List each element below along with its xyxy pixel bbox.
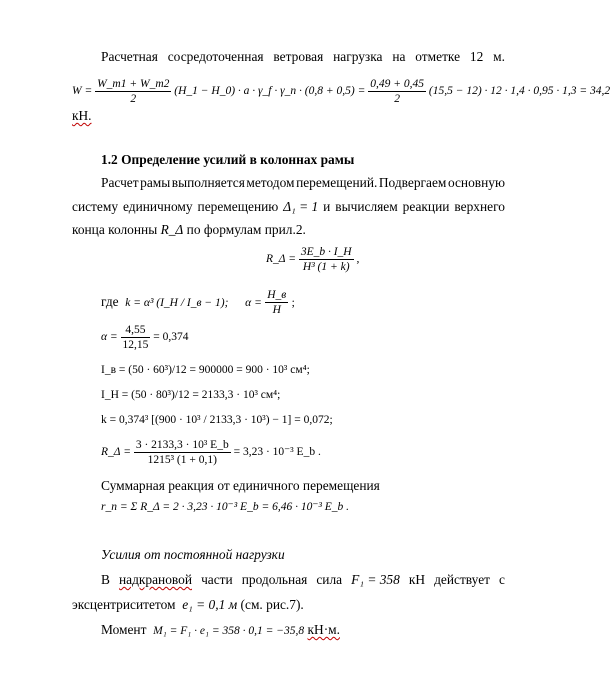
word: на (392, 49, 406, 64)
unit-kn: кН. (72, 108, 92, 123)
word: систему (72, 199, 119, 214)
delta-expression: Δ₁ = 1 (283, 199, 319, 214)
moment-line (101, 622, 340, 639)
where-line (101, 287, 295, 318)
moment-formula: M₁ = F₁ · e₁ = 358 · 0,1 = −35,8 (153, 625, 305, 637)
word: перемещений. (296, 175, 378, 190)
word: с (499, 572, 505, 587)
method-line-2 (72, 199, 505, 215)
word: действует (434, 572, 490, 587)
unit-text (72, 108, 92, 124)
fraction-denominator: H (272, 304, 281, 317)
alpha-tail: ; (291, 297, 295, 309)
text: (см. рис.7). (240, 597, 304, 612)
fraction-numerator: 3 · 2133,3 · 10³ E_b (135, 438, 229, 451)
subheading: Усилия от постоянной нагрузки (101, 547, 285, 562)
fraction (121, 324, 151, 351)
word: части (201, 572, 233, 587)
alpha-value (101, 322, 189, 352)
wind-load-formula (72, 76, 610, 106)
word: верхнего (454, 199, 505, 214)
formula-lhs: W = (72, 85, 93, 97)
word: отметке (415, 49, 461, 64)
word: реакции (402, 199, 450, 214)
fraction (95, 78, 171, 105)
word: надкрановой (118, 572, 193, 587)
where-word: где (101, 294, 119, 309)
fraction-denominator: 2 (130, 92, 137, 105)
word: нагрузка (333, 49, 383, 64)
fraction (265, 289, 288, 316)
fraction-numerator: 0,49 + 0,45 (370, 77, 424, 90)
force-line-2 (72, 597, 304, 613)
moment-label: Момент (101, 622, 147, 637)
word: В (101, 572, 110, 587)
word: Расчетная (101, 49, 158, 64)
fraction-denominator: 12,15 (122, 338, 149, 351)
word: методом (246, 175, 295, 190)
fraction (299, 246, 354, 273)
word: ветровая (273, 49, 324, 64)
section-title: Определение усилий в колоннах рамы (121, 152, 355, 167)
formula-middle: (H_1 − H_0) · a · γ_f · γ_n · (0,8 + 0,5) = (174, 85, 366, 97)
word: 12 (469, 49, 484, 64)
fraction-numerator: 4,55 (121, 324, 151, 338)
word: Расчет (101, 175, 139, 190)
word: единичному (122, 199, 193, 214)
section-heading (101, 152, 354, 168)
word: м. (493, 49, 505, 64)
section-number: 1.2 (101, 152, 118, 167)
fraction (134, 439, 231, 466)
word: основную (447, 175, 505, 190)
formula-rhs: = 3,23 · 10⁻³ E_b . (233, 446, 321, 458)
word: продольная (241, 572, 308, 587)
ih-formula: I_H = (50 · 80³)/12 = 2133,3 · 10³ см⁴; (101, 389, 281, 401)
word: Подвергаем (378, 175, 447, 190)
k-definition: k = α³ (I_H / I_в − 1); (125, 297, 229, 309)
fraction-denominator: H³ (1 + k) (302, 260, 350, 273)
text: конца колонны (72, 222, 158, 237)
formula-r-delta (266, 244, 359, 274)
word: рамы (140, 175, 171, 190)
word: сила (316, 572, 343, 587)
fraction-denominator: 2 (394, 92, 400, 105)
formula-tail: , (356, 253, 360, 265)
symbol: R_Δ (160, 222, 184, 237)
word: кН (408, 572, 426, 587)
moment-unit: кН·м. (307, 622, 340, 637)
word: и (323, 199, 331, 214)
word: выполняется (171, 175, 245, 190)
word: перемещению (197, 199, 279, 214)
formula-lhs: R_Δ = (101, 446, 131, 458)
fraction-numerator: 3E_b · I_H (300, 245, 352, 258)
fraction-denominator: 1215³ (1 + 0,1) (147, 453, 217, 466)
method-line-3 (72, 222, 306, 238)
force-symbol: F₁ = 358 (351, 572, 400, 587)
fraction-numerator: H_в (267, 289, 287, 302)
fraction-numerator: W_m1 + W_m2 (97, 77, 170, 90)
formula-lhs: R_Δ = (266, 253, 296, 265)
wind-load-line (101, 49, 505, 65)
iv-formula: I_в = (50 · 60³)/12 = 900000 = 900 · 10³ см⁴; (101, 364, 310, 376)
word: вычисляем (335, 199, 398, 214)
fraction (368, 78, 426, 105)
k-value-formula: k = 0,374³ [(900 · 10³ / 2133,3 · 10³) − 1] = 0,072; (101, 414, 333, 426)
text: эксцентриситетом (72, 597, 176, 612)
formula-lhs: α = (101, 331, 118, 343)
summary-formula: r_n = Σ R_Δ = 2 · 3,23 · 10⁻³ E_b = 6,46 · 10⁻³ E_b . (101, 501, 349, 513)
eccentricity: e₁ = 0,1 м (182, 597, 238, 612)
formula-rhs: = 0,374 (153, 331, 189, 343)
formula-rhs: (15,5 − 12) · 12 · 1,4 · 0,95 · 1,3 = 34,2 (428, 85, 610, 97)
force-line-1 (101, 572, 505, 588)
alpha-lhs: α = (245, 297, 262, 309)
method-line-1 (101, 175, 505, 191)
summary-label: Суммарная реакция от единичного перемещения (101, 478, 380, 493)
r-delta-value (101, 436, 321, 468)
text: по формулам прил.2. (186, 222, 306, 237)
word: сосредоточенная (167, 49, 264, 64)
